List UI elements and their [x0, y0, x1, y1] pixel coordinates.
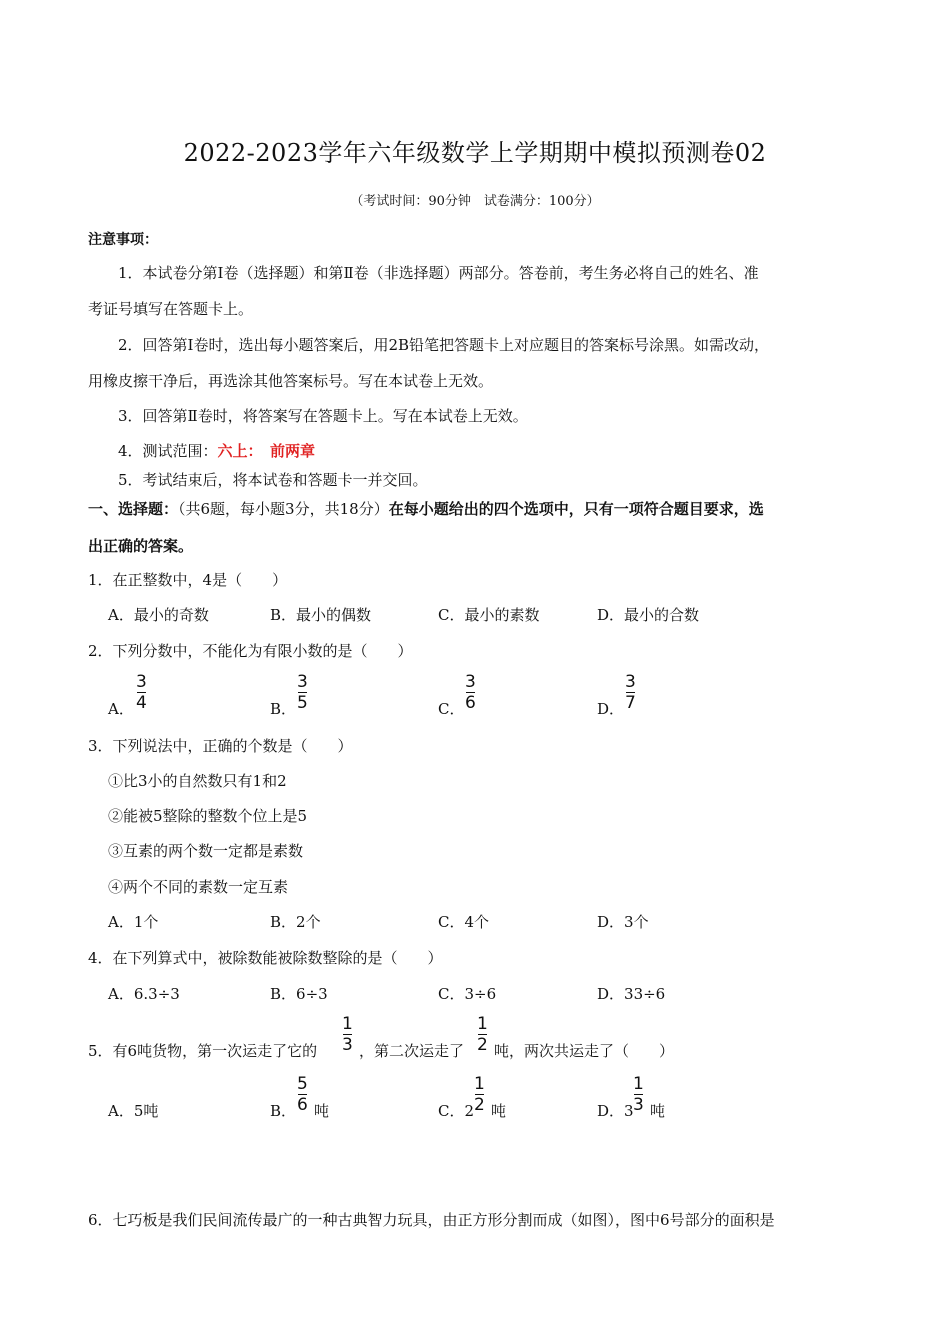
q5-f2-numerator: 1	[477, 1014, 488, 1034]
notice-item-1a: 1．本试卷分第Ⅰ卷（选择题）和第Ⅱ卷（非选择题）两部分。答卷前，考生务必将自己的姓名、准	[118, 264, 759, 282]
q5-fraction-one-third	[342, 1014, 353, 1055]
q2-a-numerator: 3	[136, 672, 147, 692]
q5-f2-denominator: 2	[477, 1035, 488, 1055]
q5-option-d-unit: 吨	[650, 1102, 666, 1120]
q5-c-denominator: 2	[474, 1095, 485, 1115]
q1-option-a: A．最小的奇数	[108, 606, 209, 624]
q4-stem: 4．在下列算式中，被除数能被除数整除的是（ ）	[88, 949, 443, 967]
q3-option-a: A．1个	[108, 913, 159, 931]
q5-c-numerator: 1	[474, 1074, 485, 1094]
q5-stem-part-1: 5．有6吨货物，第一次运走了它的	[88, 1042, 318, 1060]
q2-c-numerator: 3	[465, 672, 476, 692]
notice-item-4	[118, 440, 315, 461]
q2-option-a-label: A．	[108, 700, 134, 718]
q2-option-a-fraction	[136, 672, 147, 713]
q5-b-denominator: 6	[297, 1095, 308, 1115]
section-heading	[88, 498, 764, 519]
q5-option-c-unit: 吨	[491, 1102, 507, 1120]
q3-statement-2: ②能被5整除的整数个位上是5	[108, 807, 308, 825]
q2-option-c-label: C．	[438, 700, 465, 718]
q3-option-d: D．3个	[597, 913, 649, 931]
q3-option-b: B．2个	[270, 913, 321, 931]
q2-option-c-fraction	[465, 672, 476, 713]
q4-option-d: D．33÷6	[597, 985, 666, 1003]
q5-option-a: A．5吨	[108, 1102, 159, 1120]
q1-option-b: B．最小的偶数	[270, 606, 372, 624]
q3-statement-3: ③互素的两个数一定都是素数	[108, 842, 304, 860]
q5-d-numerator: 1	[633, 1074, 644, 1094]
q2-c-denominator: 6	[465, 693, 476, 713]
q1-option-c: C．最小的素数	[438, 606, 540, 624]
notice-item-5: 5．考试结束后，将本试卷和答题卡一并交回。	[118, 471, 428, 489]
q5-b-numerator: 5	[297, 1074, 308, 1094]
q5-fraction-one-half	[477, 1014, 488, 1055]
q2-option-b-fraction	[297, 672, 308, 713]
q3-stem: 3．下列说法中，正确的个数是（ ）	[88, 737, 353, 755]
q5-stem-part-2: ，第二次运走了	[359, 1042, 465, 1060]
q2-option-d-fraction	[625, 672, 636, 713]
q2-b-denominator: 5	[297, 693, 308, 713]
notice-item-3: 3．回答第Ⅱ卷时，将答案写在答题卡上。写在本试卷上无效。	[118, 407, 528, 425]
q2-option-b-label: B．	[270, 700, 297, 718]
notice-item-4-prefix: 4．测试范围：	[118, 442, 218, 460]
exam-info: （考试时间：90分钟 试卷满分：100分）	[350, 194, 600, 209]
q2-d-denominator: 7	[625, 693, 636, 713]
q4-option-c: C．3÷6	[438, 985, 497, 1003]
notice-heading: 注意事项：	[88, 232, 158, 248]
notice-item-2a: 2．回答第Ⅰ卷时，选出每小题答案后，用2B铅笔把答题卡上对应题目的答案标号涂黑。如需改动，	[118, 336, 770, 354]
q2-stem: 2．下列分数中，不能化为有限小数的是（ ）	[88, 642, 413, 660]
q2-d-numerator: 3	[625, 672, 636, 692]
q4-option-b: B．6÷3	[270, 985, 328, 1003]
q5-option-b-label: B．	[270, 1102, 297, 1120]
q5-f1-numerator: 1	[342, 1014, 353, 1034]
q3-option-c: C．4个	[438, 913, 490, 931]
q5-option-b-unit: 吨	[314, 1102, 330, 1120]
section-instruction-cont: 出正确的答案。	[88, 537, 194, 555]
q2-b-numerator: 3	[297, 672, 308, 692]
section-score: （共6题，每小题3分，共18分）	[178, 500, 389, 518]
q1-option-d: D．最小的合数	[597, 606, 700, 624]
q5-stem-part-3: 吨，两次共运走了（ ）	[494, 1042, 675, 1060]
q5-option-c-label: C．2	[438, 1102, 475, 1120]
section-label: 一、选择题：	[88, 500, 179, 518]
section-instruction: 在每小题给出的四个选项中，只有一项符合题目要求，选	[388, 500, 764, 518]
q5-option-c-fraction	[474, 1074, 485, 1115]
page-title: 2022-2023学年六年级数学上学期期中模拟预测卷02	[183, 139, 767, 167]
notice-item-2b: 用橡皮擦干净后，再选涂其他答案标号。写在本试卷上无效。	[88, 372, 494, 390]
q5-d-denominator: 3	[633, 1095, 644, 1115]
q1-stem: 1．在正整数中，4是（ ）	[88, 571, 288, 589]
q6-stem: 6．七巧板是我们民间流传最广的一种古典智力玩具，由正方形分割而成（如图），图中6号部分的面积是	[88, 1211, 775, 1229]
q4-option-a: A．6.3÷3	[108, 985, 180, 1003]
q3-statement-1: ①比3小的自然数只有1和2	[108, 772, 287, 790]
q5-option-d-label: D．3	[597, 1102, 634, 1120]
notice-item-1b: 考证号填写在答题卡上。	[88, 300, 254, 318]
test-range: 六上： 前两章	[217, 442, 316, 460]
q5-option-b-fraction	[297, 1074, 308, 1115]
q3-statement-4: ④两个不同的素数一定互素	[108, 878, 289, 896]
q2-option-d-label: D．	[597, 700, 625, 718]
q2-a-denominator: 4	[136, 693, 147, 713]
q5-option-d-fraction	[633, 1074, 644, 1115]
q5-f1-denominator: 3	[342, 1035, 353, 1055]
